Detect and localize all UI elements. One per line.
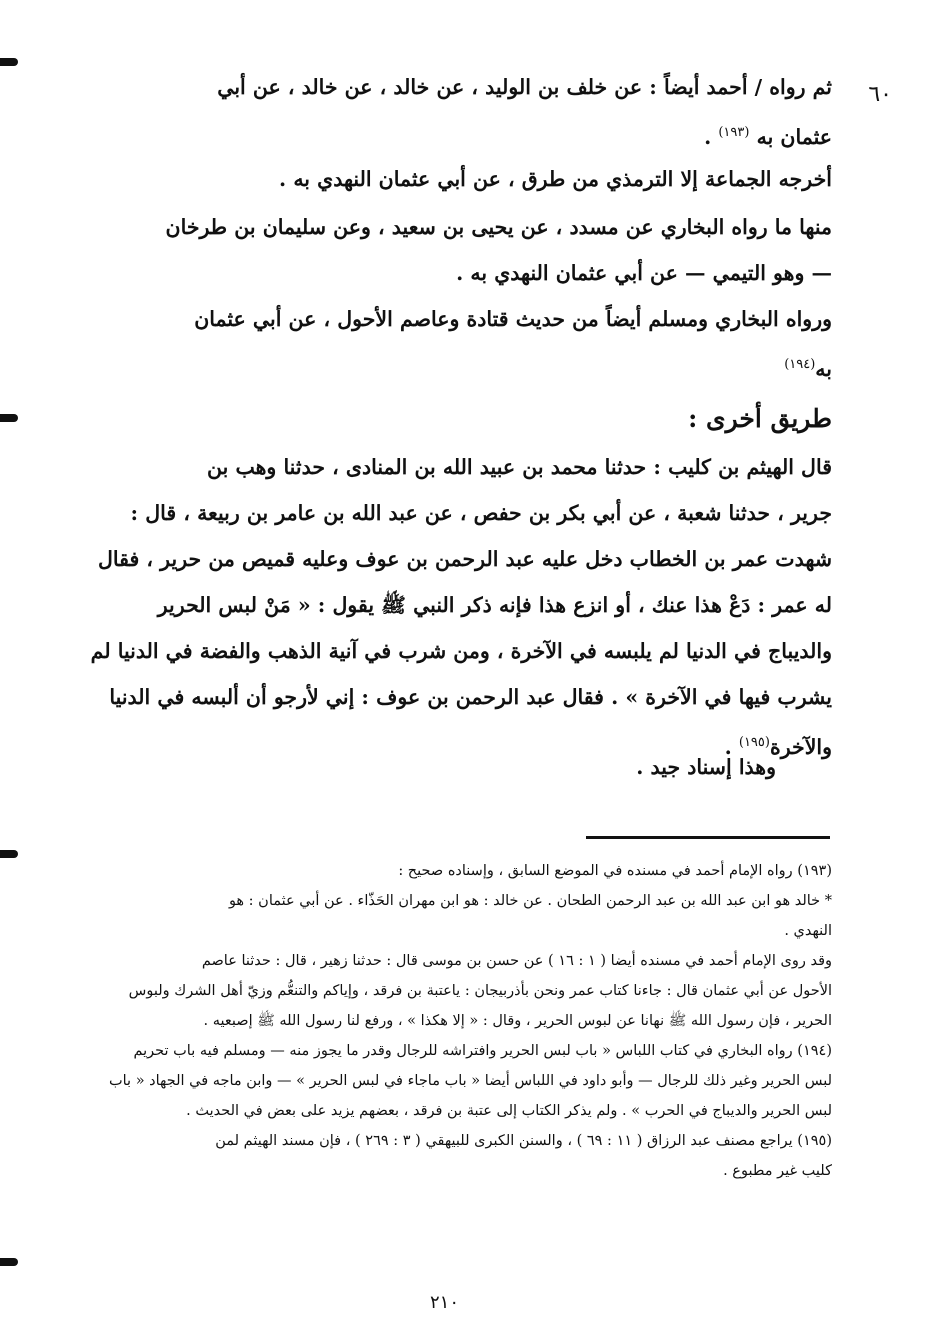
body-text bbox=[76, 204, 832, 392]
footnote-line: (١٩٤) رواه البخاري في كتاب اللباس « باب لبس الحرير وافتراشه للرجال وقدر ما يجوز منه — ومسلم فيه باب تحريم bbox=[133, 1043, 832, 1059]
body-line: به$^{(١٩٤)}$ bbox=[784, 356, 832, 381]
body-line: والآخرة$^{(١٩٥)}$ . bbox=[724, 734, 832, 759]
footnote-line: * خالد هو ابن عبد الله بن عبد الرحمن الطحان . عن خالد : هو ابن مهران الحَذّاء . عن أبي عثمان : هو bbox=[228, 893, 832, 909]
body-line: وهذا إسناد جيد . bbox=[636, 755, 776, 779]
footnote-line: (١٩٣) رواه الإمام أحمد في مسنده في الموضع السابق ، وإسناده صحيح : bbox=[398, 863, 832, 879]
footnote-line: لبس الحرير وغير ذلك للرجال — وأبو داود في اللباس أيضا « باب ماجاء في لبس الحرير » — وابن ماجه في الجهاد « باب bbox=[108, 1073, 832, 1089]
section-heading: طريق أخرى : bbox=[688, 404, 832, 433]
footnote-line: وقد روى الإمام أحمد في مسنده أيضا ( ١ : ١٦ ) عن حسن بن موسى قال : حدثنا زهير ، قال : حدثنا عاصم bbox=[201, 953, 832, 969]
body-line: شهدت عمر بن الخطاب دخل عليه عبد الرحمن بن عوف وعليه قميص من حرير ، فقال bbox=[97, 547, 832, 571]
scan-margin-mark bbox=[0, 414, 18, 422]
body-text bbox=[76, 64, 832, 160]
body-text bbox=[76, 156, 832, 202]
footnote-line: النهدي . bbox=[784, 923, 832, 939]
body-line: قال الهيثم بن كليب : حدثنا محمد بن عبيد الله بن المنادى ، حدثنا وهب بن bbox=[207, 455, 832, 479]
scan-margin-mark bbox=[0, 58, 18, 66]
footnote-line: الأحول عن أبي عثمان قال : جاءنا كتاب عمر ونحن بأذربيجان : ياعتبة بن فرقد ، وإياكم والتنعُّم وزيّ أهل الشرك ولبوس bbox=[128, 983, 832, 999]
footnote-ref: (١٩٣) bbox=[718, 125, 750, 140]
folio-number: ٢١٠ bbox=[430, 1292, 460, 1313]
footnote-line: الحرير ، فإن رسول الله ﷺ نهانا عن لبوس الحرير ، وقال : « إلا هكذا » ، ورفع لنا رسول الله ﷺ إصبعيه . bbox=[203, 1013, 832, 1029]
body-line: — وهو التيمي — عن أبي عثمان النهدي به . bbox=[456, 261, 832, 285]
footnote-line: كليب غير مطبوع . bbox=[723, 1163, 832, 1179]
scan-margin-mark bbox=[0, 1258, 18, 1266]
body-line: ورواه البخاري ومسلم أيضاً من حديث قتادة وعاصم الأحول ، عن أبي عثمان bbox=[194, 307, 832, 331]
body-line: له عمر : دَعْ هذا عنك ، أو انزع هذا فإنه ذكر النبي ﷺ يقول : « مَنْ لبس الحرير bbox=[157, 593, 832, 617]
footnote-separator bbox=[586, 836, 830, 839]
body-line: جرير ، حدثنا شعبة ، عن أبي بكر بن حفص ، عن عبد الله بن عامر بن ربيعة ، قال : bbox=[130, 501, 832, 525]
page-number: ٦٠ bbox=[868, 82, 892, 107]
scan-margin-mark bbox=[0, 850, 18, 858]
body-line: عثمان به $^{(١٩٣)}$ . bbox=[704, 124, 832, 149]
body-text bbox=[76, 444, 832, 770]
footnote-line: لبس الحرير والديباج في الحرب » . ولم يذكر الكتاب إلى عتبة بن فرقد ، بعضهم يزيد على بعض في الحديث . bbox=[186, 1103, 832, 1119]
footnote-line: (١٩٥) يراجع مصنف عبد الرزاق ( ١١ : ٦٩ ) ، والسنن الكبرى للبيهقي ( ٣ : ٢٦٩ ) ، فإن مسند الهيثم لمن bbox=[215, 1133, 832, 1149]
body-line: ثم رواه / أحمد أيضاً : عن خلف بن الوليد ، عن خالد ، عن خالد ، عن أبي bbox=[217, 75, 832, 99]
footnote-ref: (١٩٥) bbox=[738, 735, 770, 750]
footnotes bbox=[76, 856, 832, 1186]
body-line: منها ما رواه البخاري عن مسدد ، عن يحيى بن سعيد ، وعن سليمان بن طرخان bbox=[165, 215, 832, 239]
body-line: أخرجه الجماعة إلا الترمذي من طرق ، عن أبي عثمان النهدي به . bbox=[279, 167, 832, 191]
body-text bbox=[76, 744, 776, 790]
body-line: يشرب فيها في الآخرة » . فقال عبد الرحمن بن عوف : إني لأرجو أن ألبسه في الدنيا bbox=[109, 685, 832, 709]
body-line: والديباج في الدنيا لم يلبسه في الآخرة ، ومن شرب في آنية الذهب والفضة في الدنيا لم bbox=[90, 639, 832, 663]
footnote-ref: (١٩٤) bbox=[784, 357, 816, 372]
